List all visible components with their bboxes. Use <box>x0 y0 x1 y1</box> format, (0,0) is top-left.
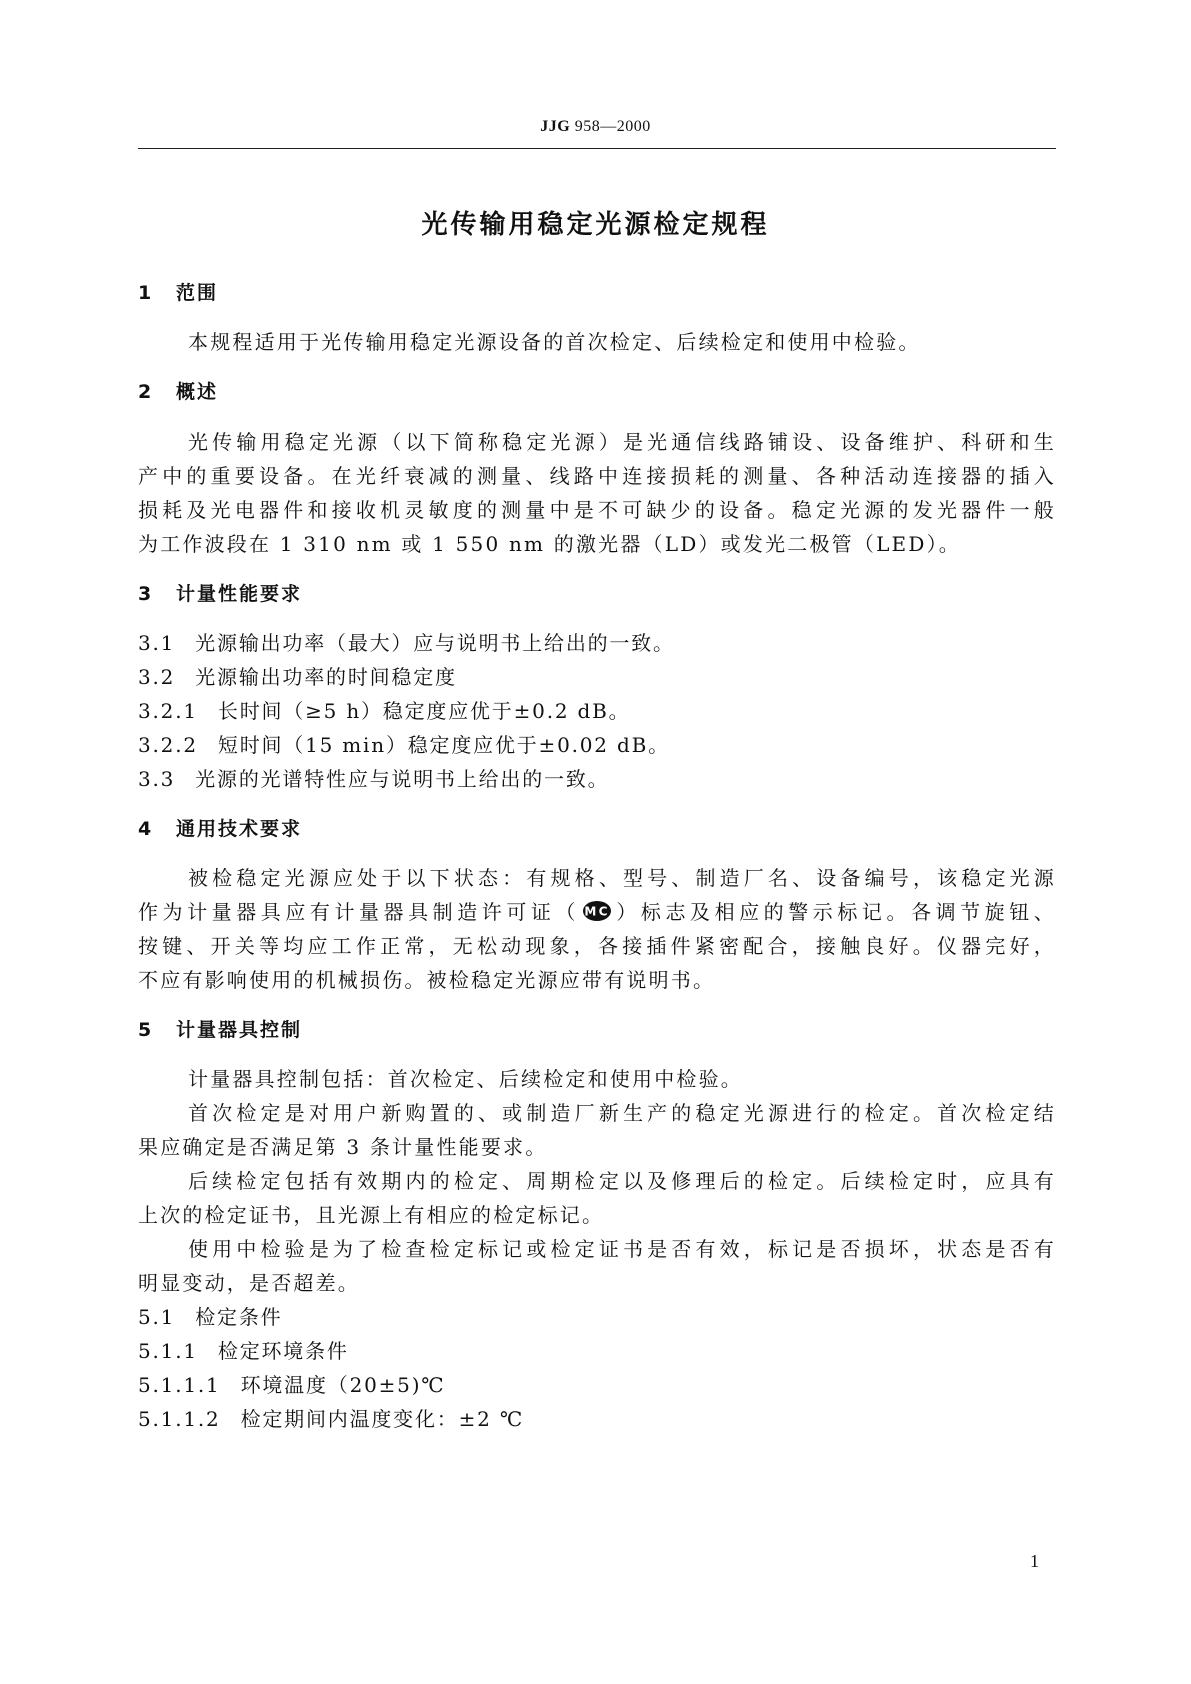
cmc-mark-label: MC <box>584 904 610 919</box>
clause-3-2-1 <box>138 699 630 723</box>
section-number: 4 <box>138 818 154 840</box>
paragraph-line <box>138 900 1056 927</box>
section-title: 计量性能要求 <box>176 583 303 605</box>
section-title: 通用技术要求 <box>176 818 303 840</box>
paragraph-line: 被检稳定光源应处于以下状态：有规格、型号、制造厂名、设备编号，该稳定光源 <box>188 866 1056 890</box>
clause-5-1 <box>138 1305 282 1329</box>
clause-3-2-2 <box>138 733 670 757</box>
code-prefix: JJG <box>540 118 571 135</box>
section-4-heading <box>138 817 302 841</box>
clause-text: 检定环境条件 <box>217 1339 349 1363</box>
paragraph-line: 不应有影响使用的机械损伤。被检稳定光源应带有说明书。 <box>138 968 716 992</box>
clause-5-1-1-1 <box>138 1373 446 1397</box>
clause-number: 3.1 <box>138 631 176 655</box>
clause-3-3 <box>138 767 609 791</box>
clause-number: 5.1.1 <box>138 1339 198 1363</box>
clause-text: 光源的光谱特性应与说明书上给出的一致。 <box>195 767 610 791</box>
clause-text: 检定期间内温度变化：±2 ℃ <box>240 1407 524 1431</box>
section-number: 3 <box>138 583 154 605</box>
paragraph: 本规程适用于光传输用稳定光源设备的首次检定、后续检定和使用中检验。 <box>188 330 921 354</box>
section-title: 范围 <box>176 282 219 304</box>
clause-number: 5.1 <box>138 1305 176 1329</box>
clause-text: 长时间（≥5 h）稳定度应优于±0.2 dB。 <box>217 699 631 723</box>
section-3-heading <box>138 582 302 606</box>
paragraph-line: 按键、开关等均应工作正常，无松动现象，各接插件紧密配合，接触良好。仪器完好， <box>138 934 1056 958</box>
document-code <box>0 118 1191 136</box>
document-title: 光传输用稳定光源检定规程 <box>421 210 770 240</box>
section-number: 1 <box>138 282 154 304</box>
clause-3-1 <box>138 631 675 655</box>
text-run: 作为计量器具应有计量器具制造许可证（ <box>138 900 580 924</box>
clause-text: 短时间（15 min）稳定度应优于±0.02 dB。 <box>217 733 670 757</box>
header-rule <box>138 148 1056 149</box>
paragraph-line: 后续检定包括有效期内的检定、周期检定以及修理后的检定。后续检定时，应具有 <box>188 1169 1056 1193</box>
paragraph-line: 为工作波段在 1 310 nm 或 1 550 nm 的激光器（LD）或发光二极管（LED）。 <box>138 532 961 556</box>
section-title: 概述 <box>176 381 219 403</box>
section-5-heading <box>138 1018 302 1042</box>
clause-5-1-1-2 <box>138 1407 524 1431</box>
page-number: 1 <box>1030 1551 1039 1571</box>
clause-number: 5.1.1.2 <box>138 1407 221 1431</box>
paragraph-line: 损耗及光电器件和接收机灵敏度的测量中是不可缺少的设备。稳定光源的发光器件一般 <box>138 498 1056 522</box>
paragraph-line: 产中的重要设备。在光纤衰减的测量、线路中连接损耗的测量、各种活动连接器的插入 <box>138 464 1056 488</box>
code-number: 958—2000 <box>570 118 651 135</box>
section-number: 2 <box>138 381 154 403</box>
clause-number: 3.2.2 <box>138 733 198 757</box>
paragraph-line: 光传输用稳定光源（以下简称稳定光源）是光通信线路铺设、设备维护、科研和生 <box>188 430 1056 454</box>
clause-text: 光源输出功率的时间稳定度 <box>195 665 457 689</box>
section-title: 计量器具控制 <box>176 1019 303 1041</box>
paragraph-line: 果应确定是否满足第 3 条计量性能要求。 <box>138 1135 548 1159</box>
text-run: ）标志及相应的警示标记。各调节旋钮、 <box>614 900 1056 924</box>
clause-number: 3.2 <box>138 665 176 689</box>
section-number: 5 <box>138 1019 154 1041</box>
section-1-heading <box>138 281 218 305</box>
paragraph-line: 上次的检定证书，且光源上有相应的检定标记。 <box>138 1203 605 1227</box>
paragraph-line: 明显变动，是否超差。 <box>138 1271 360 1295</box>
clause-number: 3.3 <box>138 767 176 791</box>
clause-text: 光源输出功率（最大）应与说明书上给出的一致。 <box>195 631 675 655</box>
clause-text: 环境温度（20±5)℃ <box>240 1373 446 1397</box>
paragraph-line: 使用中检验是为了检查检定标记或检定证书是否有效，标记是否损坏，状态是否有 <box>188 1237 1056 1261</box>
clause-5-1-1 <box>138 1339 349 1363</box>
clause-number: 3.2.1 <box>138 699 198 723</box>
clause-text: 检定条件 <box>195 1305 283 1329</box>
paragraph-line: 计量器具控制包括：首次检定、后续检定和使用中检验。 <box>188 1067 743 1091</box>
clause-3-2 <box>138 665 457 689</box>
paragraph-line: 首次检定是对用户新购置的、或制造厂新生产的稳定光源进行的检定。首次检定结 <box>188 1101 1056 1125</box>
clause-number: 5.1.1.1 <box>138 1373 221 1397</box>
section-2-heading <box>138 380 218 404</box>
cmc-mark-icon <box>582 900 612 927</box>
